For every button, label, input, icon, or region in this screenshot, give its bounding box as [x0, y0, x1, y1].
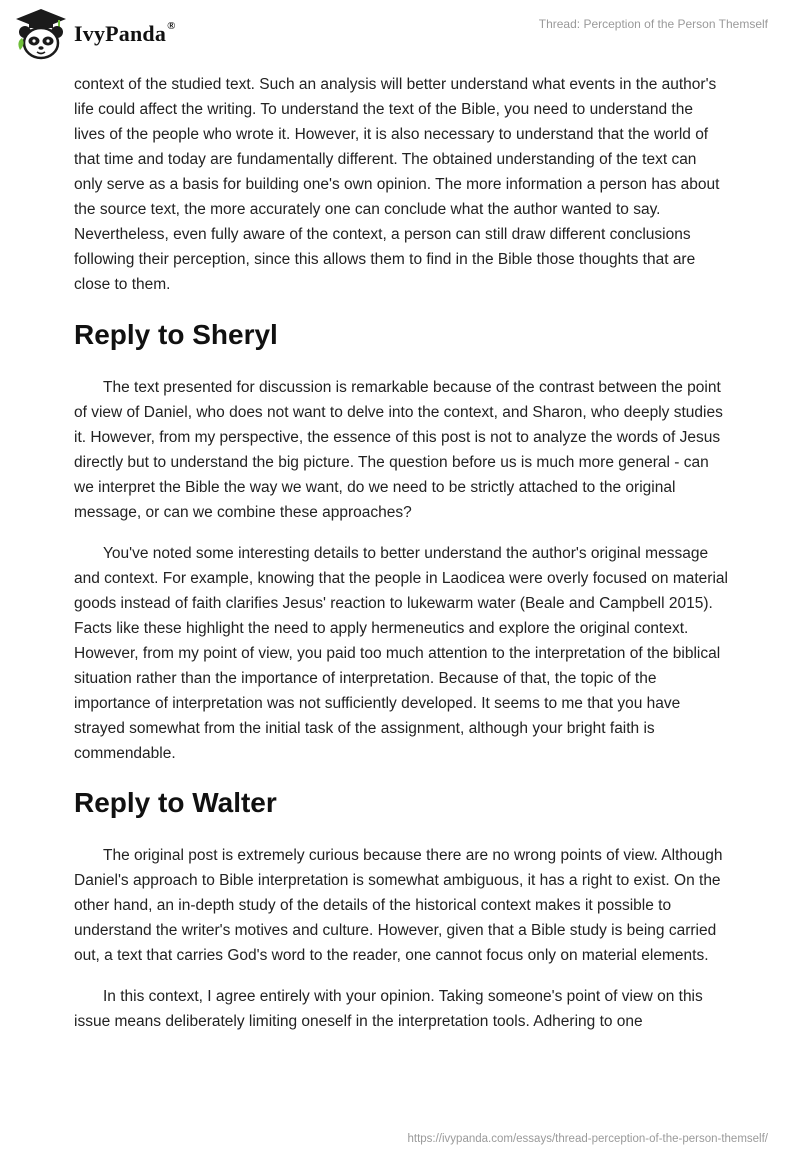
page-header — [0, 0, 800, 70]
body-paragraph: The original post is extremely curious because there are no wrong points of view. Although Daniel's approach to Bible interpretation is somewhat ambiguous, it has a right to exist. On the other hand, an in-depth study of the details of the historical context makes it possible to understand the writer's motives and culture. However, given that a Bible study is being carried out, a text that carries God's word to the reader, one cannot focus only on material elements. — [74, 847, 723, 964]
essay-content — [74, 72, 728, 1034]
section-heading: Reply to Sheryl — [74, 319, 278, 350]
registered-mark: ® — [167, 19, 176, 32]
panda-graduation-cap-icon — [14, 6, 68, 62]
logo-wordmark: IvyPanda® — [74, 19, 176, 46]
ivypanda-logo[interactable] — [14, 6, 176, 62]
body-paragraph: In this context, I agree entirely with your opinion. Taking someone's point of view on this issue means deliberately limiting oneself in the interpretation tools. Adhering to one — [74, 988, 703, 1030]
intro-paragraph: context of the studied text. Such an analysis will better understand what events in the author's life could affect the writing. To understand the text of the Bible, you need to understand the lives of the people who wrote it. However, it is also necessary to understand that the world of that time and today are fundamentally different. The obtained understanding of the text can only serve as a basis for building one's own opinion. The more information a person has about the source text, the more accurately one can conclude what the author wanted to say. Nevertheless, even fully aware of the context, a person can still draw different conclusions following their perception, since this allows them to find in the Bible those thoughts that are close to them. — [74, 76, 720, 293]
section-heading: Reply to Walter — [74, 787, 277, 818]
body-paragraph: The text presented for discussion is remarkable because of the contrast between the point of view of Daniel, who does not want to delve into the context, and Sharon, who deeply studies it. However, from my perspective, the essence of this post is not to analyze the words of Jesus directly but to understand the big picture. The question before us is much more general - can we interpret the Bible the way we want, do we need to be strictly attached to the original message, or can we combine these approaches? — [74, 379, 723, 521]
body-paragraph: You've noted some interesting details to better understand the author's original message and context. For example, knowing that the people in Laodicea were overly focused on material goods instead of faith clarifies Jesus' reaction to lukewarm water (Beale and Campbell 2015). Facts like these highlight the need to apply hermeneutics and explore the original context. However, from my point of view, you paid too much attention to the interpretation of the biblical situation rather than the importance of interpretation. Because of that, the topic of the importance of interpretation was not sufficiently developed. It seems to me that you have strayed somewhat from the initial task of the assignment, although your bright faith is commendable. — [74, 545, 728, 762]
document-title: Thread: Perception of the Person Themself — [538, 17, 768, 31]
source-url[interactable]: https://ivypanda.com/essays/thread-perception-of-the-person-themself/ — [407, 1133, 768, 1145]
